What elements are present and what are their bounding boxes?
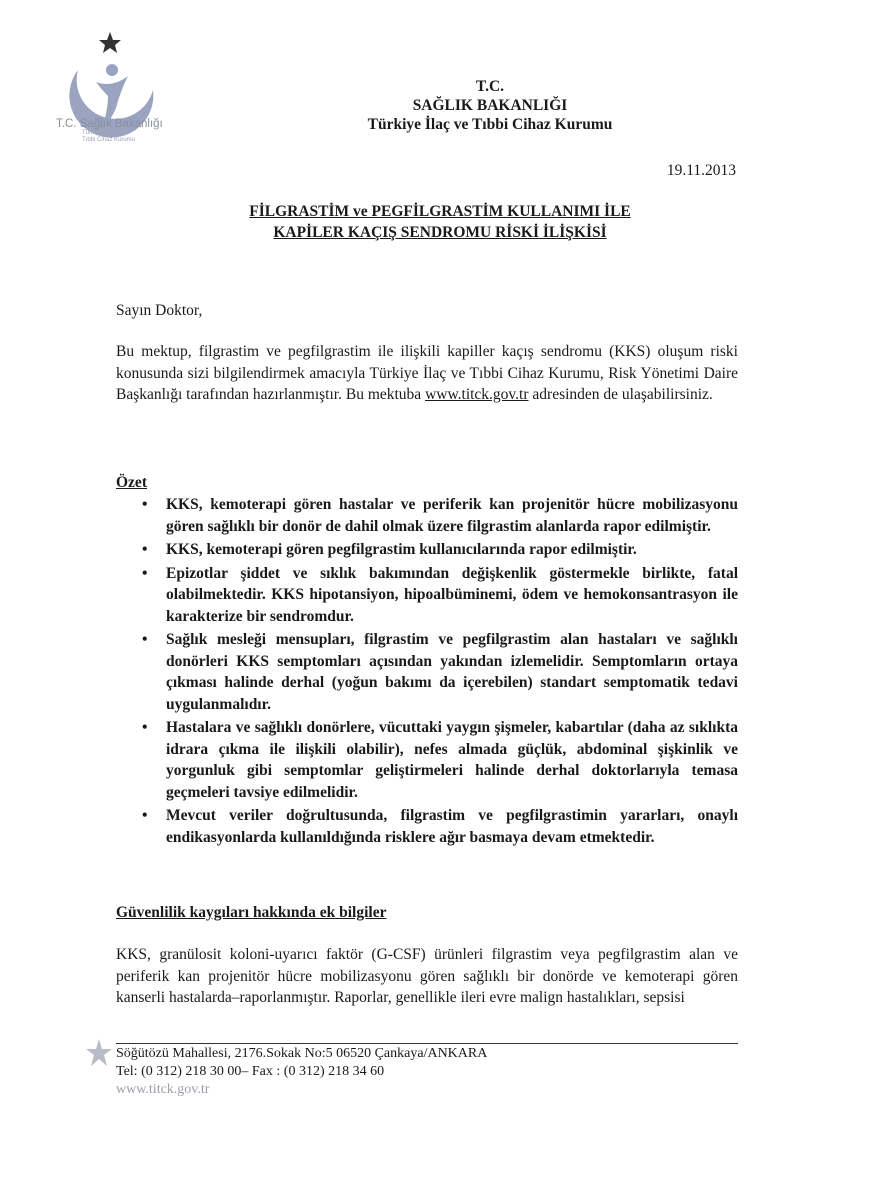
intro-paragraph: [116, 341, 738, 406]
bullet-icon: •: [142, 496, 148, 513]
header-line-2: SAĞLIK BAKANLIĞI: [412, 97, 568, 114]
logo-caption: [56, 118, 176, 144]
list-item: • Hastalara ve sağlıklı donörlere, vücuttaki yaygın şişmeler, kabartılar (daha az sıklıkta idrara çıkma ile ilişkili olabilir), nefes almada güçlük, abdominal şişkinlik ve yorgunluk gibi semptomlar geliştirmeleri halinde derhal doktorlarıyla temasa geçmeleri tavsiye edilmelidir.: [142, 719, 738, 801]
bullet-icon: •: [142, 631, 148, 648]
intro-text-end: adresinden de ulaşabilirsiniz.: [532, 386, 713, 403]
bullet-icon: •: [142, 807, 148, 824]
logo-sub-1: Türkiye İlaç ve: [82, 130, 121, 136]
header-line-3: Türkiye İlaç ve Tıbbi Cihaz Kurumu: [367, 116, 613, 133]
letter-date: 19.11.2013: [666, 162, 736, 179]
salutation: Sayın Doktor,: [116, 302, 203, 319]
header-line-1: T.C.: [475, 78, 505, 95]
footer-phone: Tel: (0 312) 218 30 00– Fax : (0 312) 218 34 60: [116, 1064, 385, 1079]
list-item: • Sağlık mesleği mensupları, filgrastim ve pegfilgrastim alan hastaları ve sağlıklı donörleri KKS semptomları açısından yakından izlemelidir. Semptomların ortaya çıkması halinde derhal (yoğun bakımı da içerebilen) standart semptomatik tedavi uygulanmalıdır.: [142, 631, 738, 713]
intro-text: Bu mektup, filgrastim ve pegfilgrastim ile ilişkili kapiller kaçış sendromu (KKS) oluşum riski konusunda sizi bilgilendirmek amacıyla Türkiye İlaç ve Tıbbi Cihaz Kurumu, Risk Yönetimi Daire Başkanlığı tarafından hazırlanmıştır. Bu mektuba: [116, 343, 738, 403]
title-line-2: KAPİLER KAÇIŞ SENDROMU RİSKİ İLİŞKİSİ: [273, 224, 607, 241]
logo-name: T.C. Sağlık Bakanlığı: [56, 118, 163, 130]
summary-list: [116, 494, 738, 850]
safety-paragraph: KKS, granülosit koloni-uyarıcı faktör (G-CSF) ürünleri filgrastim veya pegfilgrastim alan ve periferik kan projenitör hücre mobilizasyonu gören sağlıklı bir donörde ve kemoterapi gören kanserli hastalarda–raporlanmıştır. Raporlar, genellikle ileri evre malign hastalıkları, sepsisi: [116, 946, 738, 1006]
star-icon: [99, 32, 121, 53]
list-item: • KKS, kemoterapi gören pegfilgrastim kullanıcılarında rapor edilmiştir.: [116, 539, 738, 561]
footer-divider: [116, 1043, 738, 1044]
summary-heading: Özet: [116, 474, 147, 491]
footer-address: Söğütözü Mahallesi, 2176.Sokak No:5 06520 Çankaya/ANKARA: [116, 1046, 488, 1061]
bullet-icon: •: [142, 541, 148, 558]
footer-website: www.titck.gov.tr: [116, 1082, 210, 1097]
title-line-1: FİLGRASTİM ve PEGFİLGRASTİM KULLANIMI İLE: [249, 203, 631, 220]
list-item: • Epizotlar şiddet ve sıklık bakımından değişkenlik göstermekle birlikte, fatal olabilmektedir. KKS hipotansiyon, hipoalbüminemi, ödem ve hemokonsantrasyon ile karakterize bir sendromdur.: [142, 564, 738, 625]
footer-star-icon: [84, 1038, 114, 1068]
bullet-icon: •: [142, 719, 148, 736]
list-item: • KKS, kemoterapi gören hastalar ve periferik kan projenitör hücre mobilizasyonu gören sağlıklı bir donör de dahil olmak üzere filgrastim alanlarda rapor edilmiştir.: [142, 496, 738, 535]
bullet-icon: •: [142, 564, 148, 582]
safety-heading: Güvenlilik kaygıları hakkında ek bilgiler: [116, 904, 387, 921]
website-link[interactable]: www.titck.gov.tr: [425, 386, 529, 403]
logo-sub-2: Tıbbi Cihaz Kurumu: [82, 137, 136, 143]
list-item: • Mevcut veriler doğrultusunda, filgrastim ve pegfilgrastimin yararları, onaylı endikasyonlarda kullanıldığında risklere ağır basmaya devam etmektedir.: [142, 807, 738, 846]
